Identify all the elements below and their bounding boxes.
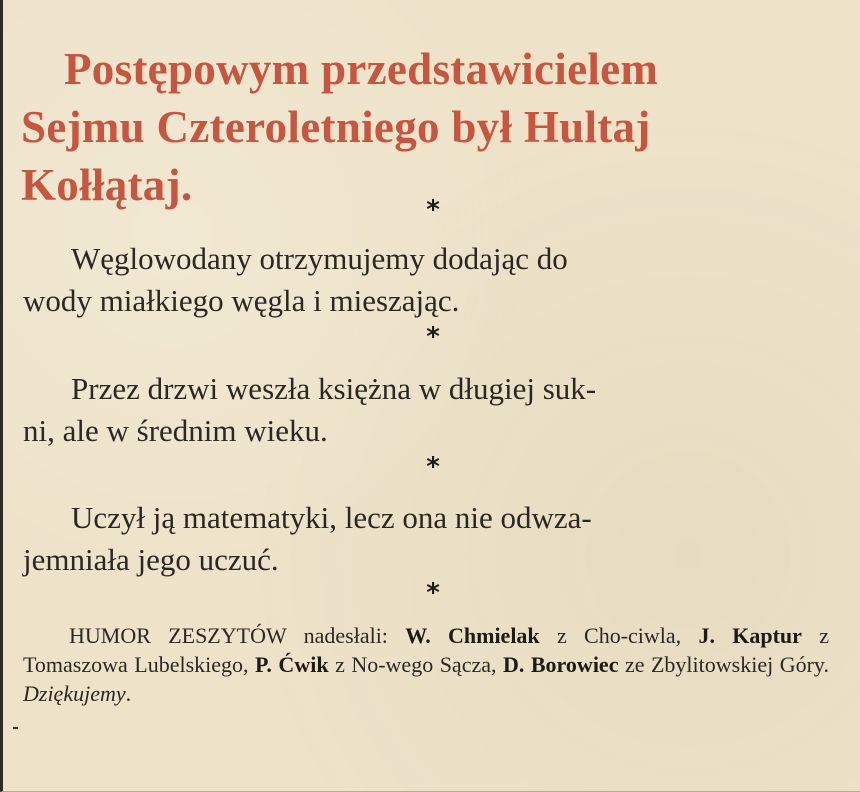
joke-paragraph-1 — [23, 238, 831, 322]
joke-3-line-1: Uczył ją matematyki, lecz ona nie odwza- — [71, 500, 592, 535]
asterisk-separator-1: * — [426, 195, 440, 225]
asterisk-separator-4: * — [426, 578, 440, 608]
contributor-place: z Cho-ciwla, — [539, 623, 699, 648]
thanks-text: Dziękujemy — [23, 681, 126, 706]
joke-paragraph-2 — [23, 368, 831, 452]
contributor-name: W. Chmielak — [405, 623, 540, 648]
headline-line-1: Postępowym przedstawicielem — [64, 44, 659, 94]
print-mark — [13, 727, 18, 729]
contributor-place: z Tomaszowa Lubelskiego, — [23, 623, 829, 677]
joke-1-line-2: wody miałkiego węgla i mieszając. — [23, 283, 460, 318]
contributor-name: J. Kaptur — [698, 623, 802, 648]
headline-line-3: Kołłątaj. — [21, 160, 193, 210]
joke-2-line-1: Przez drzwi weszła księżna w długiej suk- — [71, 371, 597, 406]
joke-paragraph-3 — [23, 497, 831, 581]
joke-3-line-2: jemniała jego uczuć. — [23, 542, 279, 577]
contributor-name: P. Ćwik — [255, 652, 329, 677]
asterisk-separator-3: * — [426, 452, 440, 482]
contributor-name: D. Borowiec — [503, 652, 619, 677]
thanks-period: . — [125, 681, 132, 706]
contributor-place: ze Zbylitowskiej Góry. — [618, 652, 829, 677]
joke-2-line-2: ni, ale w średnim wieku. — [23, 413, 328, 448]
contributor-place: z No-wego Sącza, — [328, 652, 503, 677]
credit-intro: HUMOR ZESZYTÓW nadesłali: — [69, 623, 406, 648]
headline-line-2: Sejmu Czteroletniego był Hultaj — [21, 102, 651, 152]
joke-1-line-1: Węglowodany otrzymujemy dodając do — [71, 241, 568, 276]
contributors-credit — [23, 621, 829, 708]
humor-headline — [21, 40, 843, 214]
asterisk-separator-2: * — [426, 322, 440, 352]
